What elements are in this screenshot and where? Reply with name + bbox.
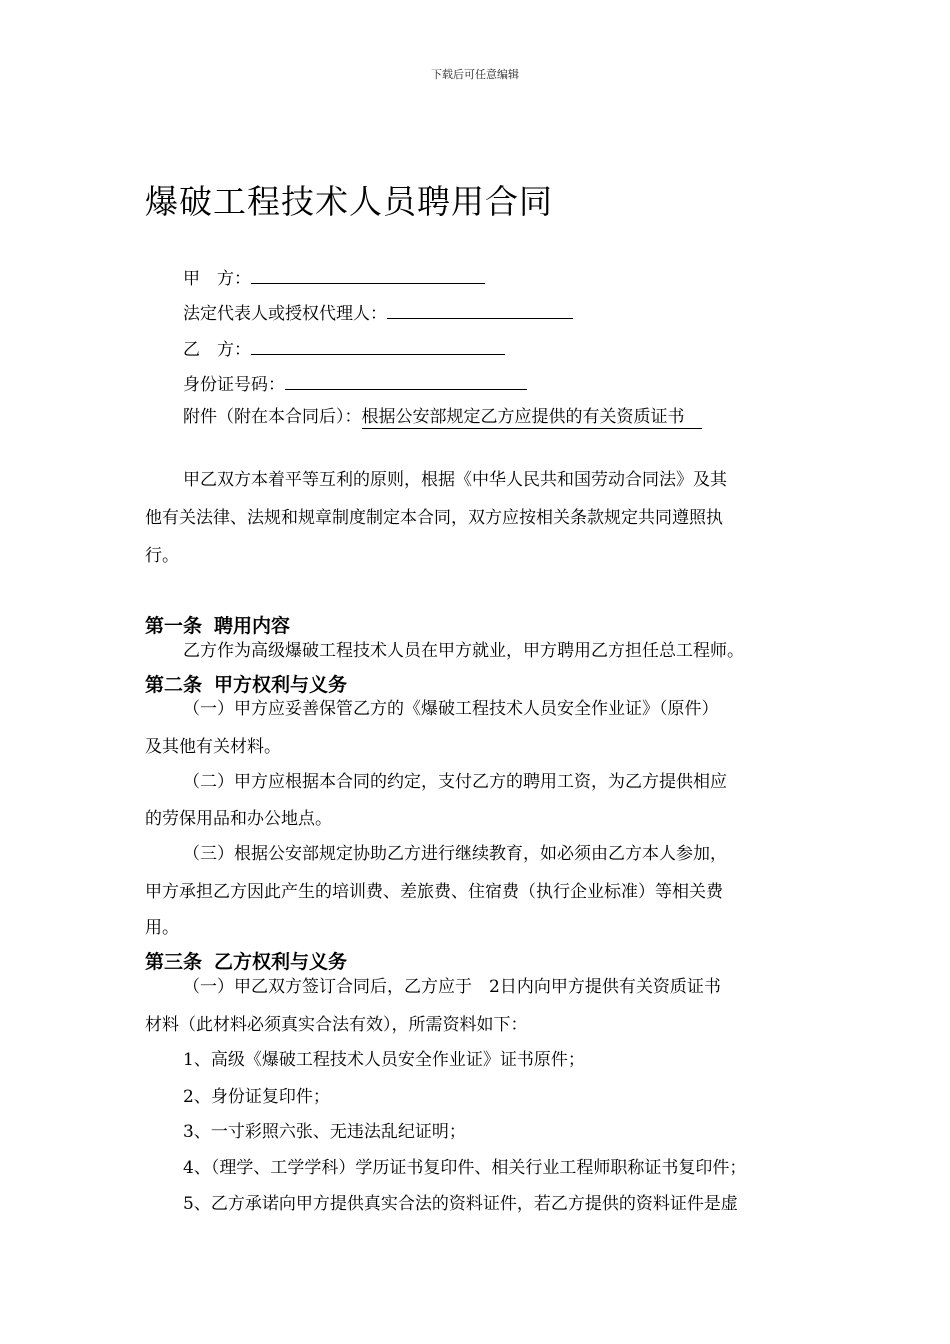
legal-rep-field	[183, 300, 573, 325]
attachment-label: 附件（附在本合同后）：	[183, 407, 362, 427]
article-3-clause-1-line-2: 材料（此材料必须真实合法有效），所需资料如下：	[145, 1015, 528, 1035]
article-2-clause-3-line-1: （三）根据公安部规定协助乙方进行继续教育，如必须由乙方本人参加，	[183, 844, 727, 864]
intro-line-3: 行。	[145, 546, 179, 566]
article-1-number: 第一条	[145, 615, 203, 637]
article-1-heading	[145, 614, 290, 638]
attachment-field	[183, 406, 702, 428]
party-b-blank	[251, 336, 505, 355]
article-2-clause-2-line-1: （二）甲方应根据本合同的约定，支付乙方的聘用工资，为乙方提供相应	[183, 772, 727, 792]
article-3-heading	[145, 950, 347, 974]
article-2-heading	[145, 673, 347, 697]
id-number-label: 身份证号码：	[183, 375, 285, 395]
article-2-number: 第二条	[145, 674, 203, 696]
article-2-clause-2-line-2: 的劳保用品和办公地点。	[145, 809, 332, 829]
party-b-field	[183, 336, 505, 361]
article-3-number: 第三条	[145, 951, 203, 973]
article-2-clause-1-line-2: 及其他有关材料。	[145, 737, 281, 757]
article-2-title: 甲方权利与义务	[214, 674, 348, 696]
article-3-list-item: 3、一寸彩照六张、无违法乱纪证明；	[183, 1122, 466, 1142]
article-3-title: 乙方权利与义务	[214, 951, 348, 973]
article-2-clause-1-line-1: （一）甲方应妥善保管乙方的《爆破工程技术人员安全作业证》（原件）	[183, 699, 719, 719]
page-header-note: 下载后可任意编辑	[431, 68, 519, 81]
attachment-value: 根据公安部规定乙方应提供的有关资质证书	[361, 407, 702, 427]
intro-line-1: 甲乙双方本着平等互利的原则，根据《中华人民共和国劳动合同法》及其	[183, 470, 727, 490]
document-title: 爆破工程技术人员聘用合同	[145, 182, 553, 221]
party-a-field	[183, 265, 485, 290]
article-1-body: 乙方作为高级爆破工程技术人员在甲方就业，甲方聘用乙方担任总工程师。	[183, 641, 744, 661]
legal-rep-label: 法定代表人或授权代理人：	[183, 304, 387, 324]
article-3-list-item: 5、乙方承诺向甲方提供真实合法的资料证件，若乙方提供的资料证件是虚	[183, 1194, 738, 1214]
article-2-clause-3-line-3: 用。	[145, 918, 179, 938]
id-number-field	[183, 371, 527, 396]
article-1-title: 聘用内容	[214, 615, 291, 637]
intro-line-2: 他有关法律、法规和规章制度制定本合同，双方应按相关条款规定共同遵照执	[145, 508, 723, 528]
article-3-list-item: 1、高级《爆破工程技术人员安全作业证》证书原件；	[183, 1050, 585, 1070]
article-3-list-item: 2、身份证复印件；	[183, 1087, 330, 1107]
legal-rep-blank	[387, 300, 573, 319]
party-a-label: 甲 方：	[183, 269, 251, 289]
article-3-clause-1-line-1: （一）甲乙双方签订合同后，乙方应于 2日内向甲方提供有关资质证书	[183, 977, 721, 997]
article-2-clause-3-line-2: 甲方承担乙方因此产生的培训费、差旅费、住宿费（执行企业标准）等相关费	[145, 882, 723, 902]
party-b-label: 乙 方：	[183, 340, 251, 360]
party-a-blank	[251, 265, 485, 284]
id-number-blank	[285, 371, 527, 390]
article-3-list-item: 4、（理学、工学学科）学历证书复印件、相关行业工程师职称证书复印件；	[183, 1158, 747, 1178]
